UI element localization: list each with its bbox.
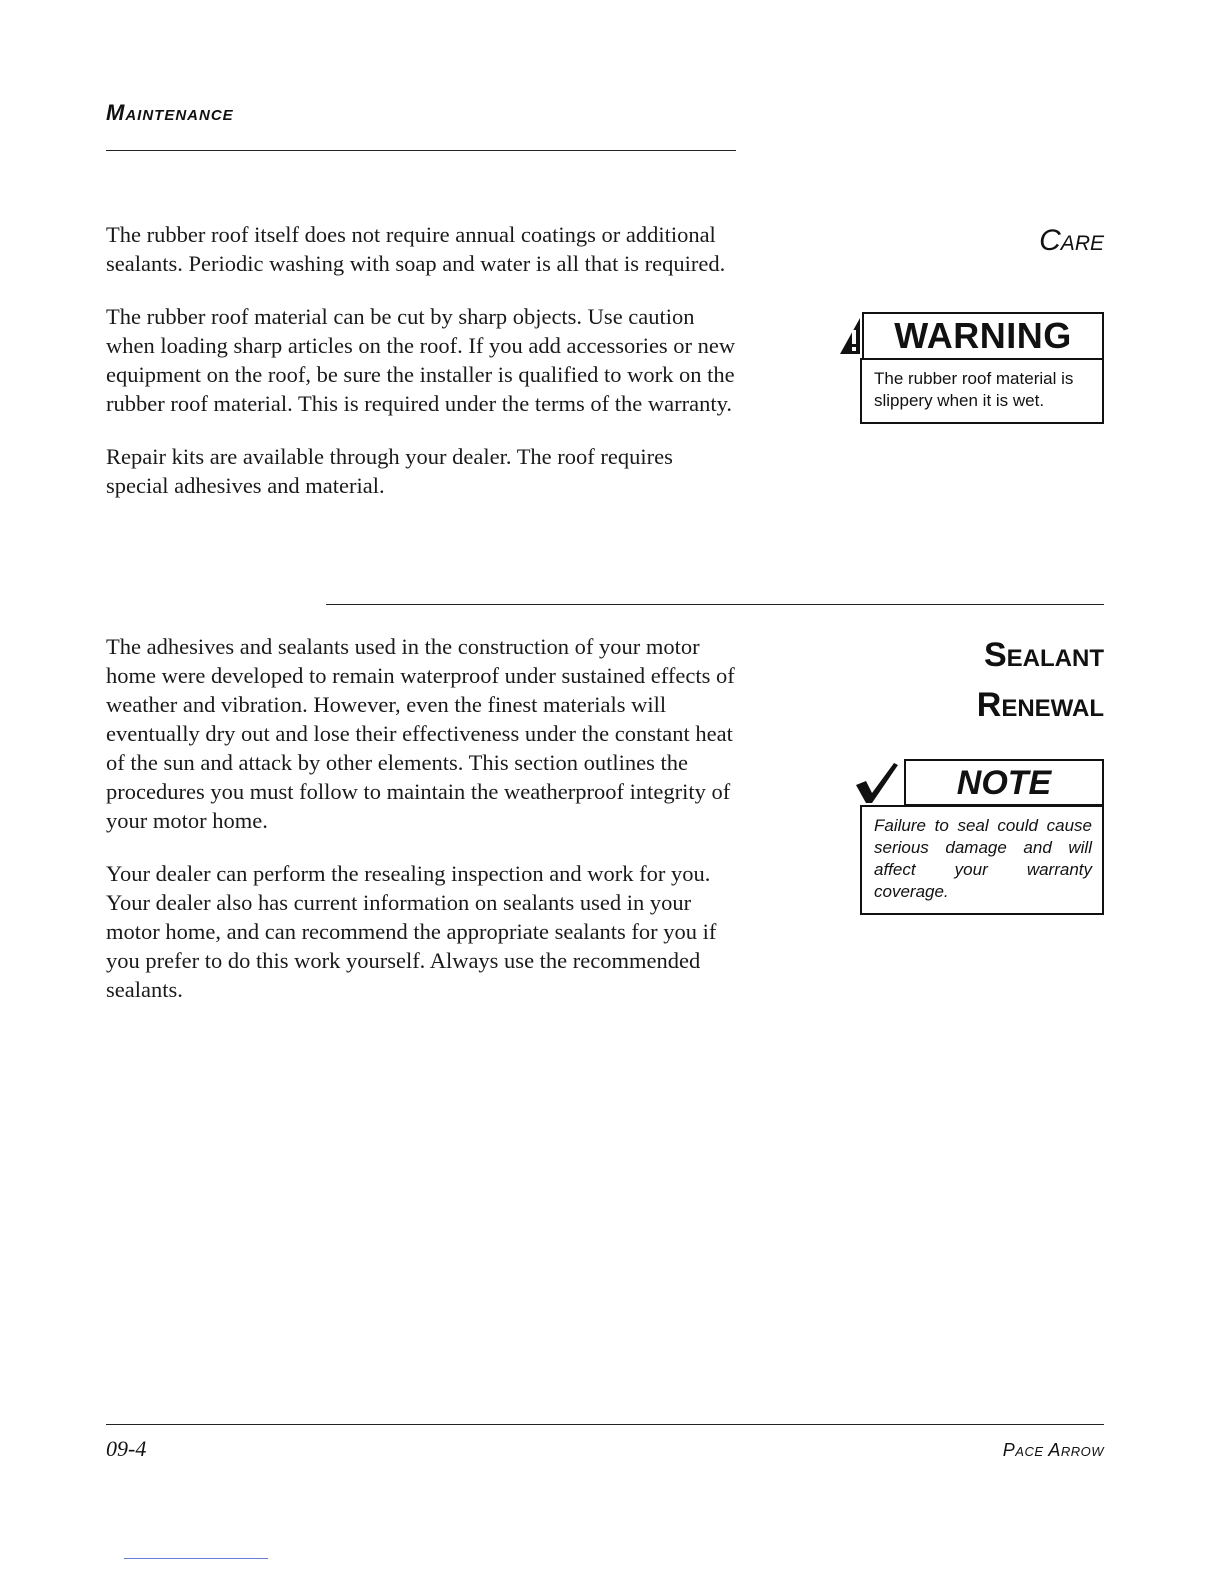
note-callout (848, 759, 1104, 915)
heading-line-1: Sealant (983, 636, 1104, 674)
checkmark-icon (848, 759, 904, 805)
heading-line-2: Renewal (976, 686, 1104, 724)
care-paragraph-2: The rubber roof material can be cut by sharp objects. Use caution when loading sharp articles on the roof. If you add accessories or new equipment on the roof, be sure the installer is qualified to work on the rubber roof material. This is required under the terms of the warranty. (106, 304, 736, 416)
footer-rule (106, 1424, 1104, 1425)
note-text: Failure to seal could cause serious damage and will affect your warranty coverage. (860, 805, 1104, 915)
care-body (106, 220, 736, 524)
section-title: Maintenance (106, 100, 234, 125)
warning-label: WARNING (862, 312, 1104, 358)
book-title: Pace Arrow (1002, 1440, 1104, 1460)
scan-artifact-line (124, 1558, 268, 1559)
warning-triangle-icon (848, 312, 862, 358)
sealant-renewal-heading (977, 630, 1104, 730)
care-paragraph-1: The rubber roof itself does not require annual coatings or additional sealants. Periodic washing with soap and water is all that is required. (106, 222, 726, 276)
sealant-paragraph-1: The adhesives and sealants used in the construction of your motor home were developed to remain waterproof under sustained effects of weather and vibration. However, even the finest materials will eventually dry out and lose their effectiveness under the constant heat of the sun and attack by other elements. This section outlines the procedures you must follow to maintain the weatherproof integrity of your motor home. (106, 634, 735, 833)
care-paragraph-3: Repair kits are available through your dealer. The roof requires special adhesives and material. (106, 444, 673, 498)
page-number: 09-4 (106, 1436, 147, 1461)
warning-text: The rubber roof material is slippery when it is wet. (860, 358, 1104, 424)
care-heading: Care (1039, 224, 1104, 257)
note-label: NOTE (904, 759, 1104, 805)
warning-callout (848, 312, 1104, 424)
header-rule (106, 150, 736, 151)
section-divider (326, 604, 1104, 605)
sealant-body (106, 632, 736, 1028)
sealant-paragraph-2: Your dealer can perform the resealing inspection and work for you. Your dealer also has current information on sealants used in your motor home, and can recommend the appropriate sealants for you if you prefer to do this work yourself. Always use the recommended sealants. (106, 861, 717, 1002)
